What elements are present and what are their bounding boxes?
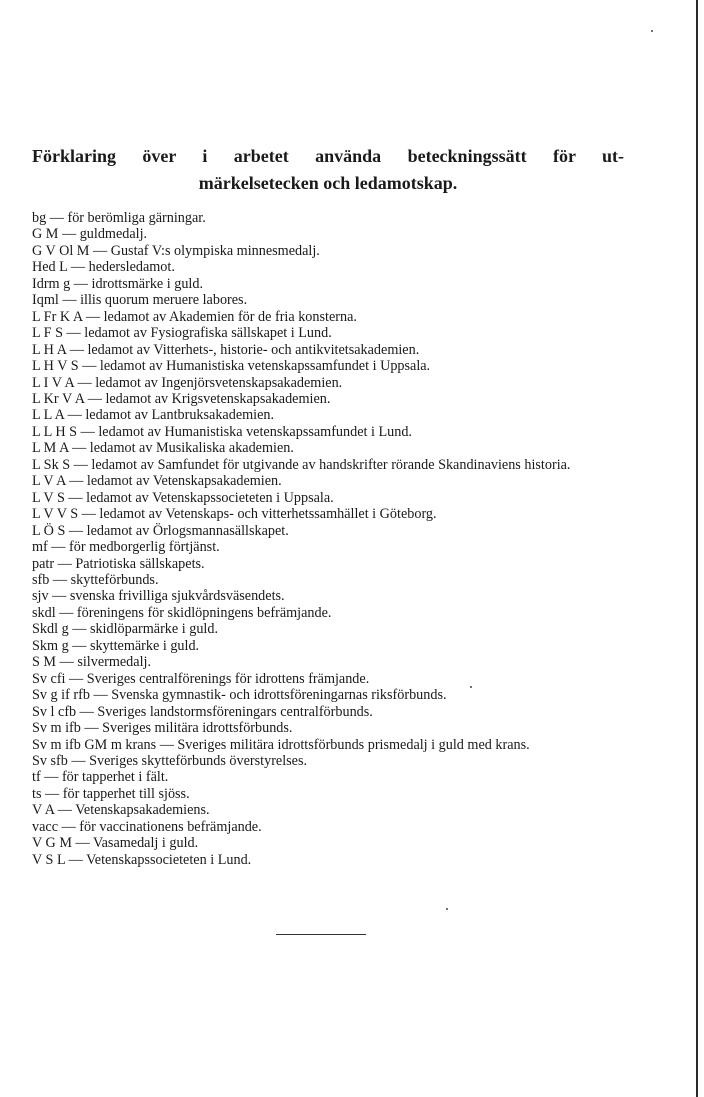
list-item: sfb — skytteförbunds. [32,571,159,588]
list-item: Sv cfi — Sveriges centralförenings för idrottens främjande. [32,670,370,687]
list-item: Idrm g — idrottsmärke i guld. [32,275,204,292]
list-item: L F S — ledamot av Fysiografiska sällskapet i Lund. [32,325,332,342]
list-item: V A — Vetenskapsakademiens. [32,802,210,819]
list-item: Sv m ifb — Sveriges militära idrottsförbunds. [32,720,293,737]
list-item: G M — guldmedalj. [32,226,148,243]
list-item: L Fr K A — ledamot av Akademien för de fria konsterna. [32,308,357,325]
list-item: V G M — Vasamedalj i guld. [32,835,199,852]
list-item: S M — silvermedalj. [32,654,152,671]
list-item: L H V S — ledamot av Humanistiska vetenskapssamfundet i Uppsala. [32,358,431,375]
list-item: L V V S — ledamot av Vetenskaps- och vitterhetssamhället i Göteborg. [32,506,437,523]
list-item: Sv sfb — Sveriges skytteförbunds överstyrelses. [32,752,308,769]
list-item: G V Ol M — Gustaf V:s olympiska minnesmedalj. [32,242,320,259]
abbreviation-list [32,210,622,868]
list-item: L V A — ledamot av Vetenskapsakademien. [32,473,282,490]
list-item: Iqml — illis quorum meruere labores. [32,292,248,309]
list-item: L Kr V A — ledamot av Krigsvetenskapsakademien. [32,390,331,407]
list-item: L L H S — ledamot av Humanistiska vetenskapssamfundet i Lund. [32,423,412,440]
list-item: L Sk S — ledamot av Samfundet för utgivande av handskrifter rörande Skandinaviens historia. [32,456,571,473]
page-title [32,143,624,197]
list-item: V S L — Vetenskapssocieteten i Lund. [32,851,252,868]
end-rule [276,934,366,935]
list-item: Sv g if rfb — Svenska gymnastik- och idrottsföreningarnas riksförbunds. [32,687,447,704]
list-item: Sv l cfb — Sveriges landstormsföreningars centralförbunds. [32,703,373,720]
paper-speck [446,908,448,910]
list-item: bg — för berömliga gärningar. [32,210,206,226]
list-item: Sv m ifb GM m krans — Sveriges militära idrottsförbunds prismedalj i guld med krans. [32,736,530,753]
list-item: skdl — föreningens för skidlöpningens befrämjande. [32,604,332,621]
paper-speck [651,30,653,32]
list-item: ts — för tapperhet till sjöss. [32,785,190,802]
list-item: L V S — ledamot av Vetenskapssocieteten i Uppsala. [32,489,334,506]
list-item: Hed L — hedersledamot. [32,259,175,276]
paper-speck [470,686,472,688]
list-item: sjv — svenska frivilliga sjukvårdsväsendets. [32,588,285,605]
list-item: L L A — ledamot av Lantbruksakademien. [32,407,275,424]
list-item: L H A — ledamot av Vitterhets-, historie- och antikvitetsakademien. [32,341,420,358]
list-item: vacc — för vaccinationens befrämjande. [32,818,262,835]
title-line-1: Förklaring över i arbetet använda beteckningssätt för ut- [32,146,624,166]
list-item: L I V A — ledamot av Ingenjörsvetenskapsakademien. [32,374,343,391]
list-item: L Ö S — ledamot av Örlogsmannasällskapet. [32,522,289,539]
list-item: L M A — ledamot av Musikaliska akademien. [32,440,294,457]
list-item: Skm g — skyttemärke i guld. [32,637,200,654]
list-item: tf — för tapperhet i fält. [32,769,169,786]
list-item: Skdl g — skidlöparmärke i guld. [32,621,218,638]
title-line-2: märkelsetecken och ledamotskap. [198,173,458,193]
page-edge-line [696,0,698,1097]
list-item: patr — Patriotiska sällskapets. [32,555,205,572]
list-item: mf — för medborgerlig förtjänst. [32,539,220,556]
